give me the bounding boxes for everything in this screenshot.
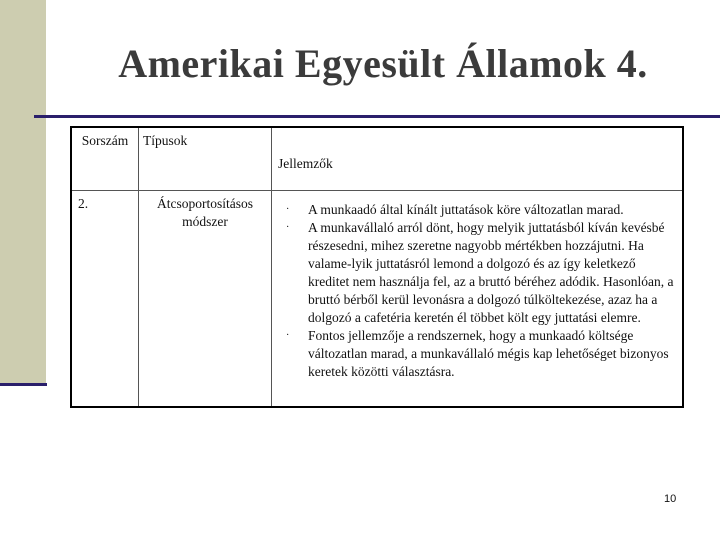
content-table [70,126,684,408]
table-header-row [71,127,683,191]
row-number: 2. [71,191,139,408]
feature-text: A munkaadó által kínált juttatások köre változatlan marad. [308,202,624,217]
side-bar-accent-line [0,383,47,386]
features-list [278,201,676,381]
header-features: Jellemzők [272,127,684,191]
feature-text: A munkavállaló arról dönt, hogy melyik juttatásból kíván kevésbé részesedni, mihez szeretne nagyobb mértékben hozzájutni. Ha valame-lyik juttatásról lemond a dolgozó és az így keletkező kreditet nem használja fel, az a bruttó béréhez adódik. Hasonlóan, a bruttó bérből kerül levonásra a dolgozó túlköltekezése, azaz ha a dolgozó a cafetéria keretén él többet költ egy juttatási elemre. [308,220,674,325]
row-type: Átcsoportosításos módszer [139,191,272,408]
decorative-side-bar [0,0,46,383]
list-item [278,219,676,327]
header-number: Sorszám [71,127,139,191]
header-type: Típusok [139,127,272,191]
page-number: 10 [664,493,677,505]
title-underline-rule [34,115,720,118]
list-item [278,327,676,381]
row-features-cell [272,191,684,408]
bullet-icon: · [286,204,290,215]
table-row [71,191,683,408]
bullet-icon: · [286,222,290,233]
bullet-icon: · [286,330,290,341]
slide-title: Amerikai Egyesült Államok 4. [118,41,648,86]
list-item [278,201,676,219]
feature-text: Fontos jellemzője a rendszernek, hogy a munkaadó költsége változatlan marad, a munkavállaló mégis kap lehetőséget bizonyos keretek közötti választásra. [308,328,669,379]
